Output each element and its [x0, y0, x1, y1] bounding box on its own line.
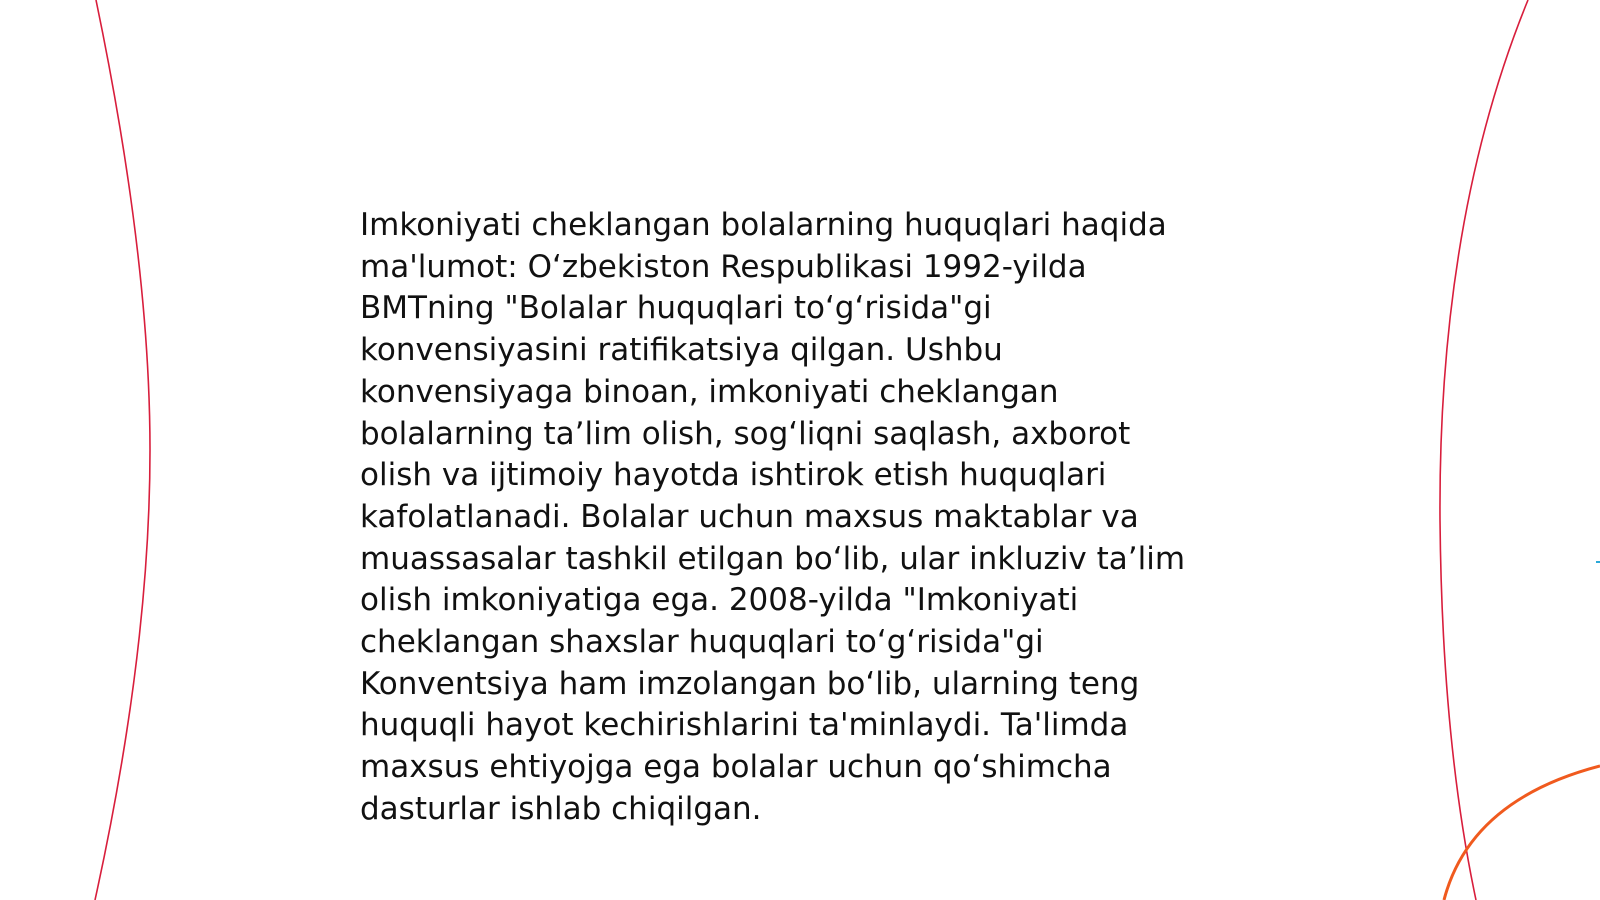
- right-curve-line: [1440, 0, 1528, 900]
- bottom-right-circle-arc: [1444, 766, 1600, 900]
- slide-body-text: Imkoniyati cheklangan bolalarning huquqlari haqida ma'lumot: O‘zbekiston Respublikasi 1992-yilda BMTning "Bolalar huquqlari to‘g‘risida"gi konvensiyasini ratifikatsiya qilgan. Ushbu konvensiyaga binoan, imkoniyati cheklangan bolalarning ta’lim olish, sog‘liqni saqlash, axborot olish va ijtimoiy hayotda ishtirok etish huquqlari kafolatlanadi. Bolalar uchun maxsus maktablar va muassasalar tashkil etilgan bo‘lib, ular inkluziv ta’lim olish imkoniyatiga ega. 2008-yilda "Imkoniyati cheklangan shaxslar huquqlari to‘g‘risida"gi Konventsiya ham imzolangan bo‘lib, ularning teng huquqli hayot kechirishlarini ta'minlaydi. Ta'limda maxsus ehtiyojga ega bolalar uchun qo‘shimcha dasturlar ishlab chiqilgan.: [360, 207, 1186, 827]
- left-curve-line: [95, 0, 150, 900]
